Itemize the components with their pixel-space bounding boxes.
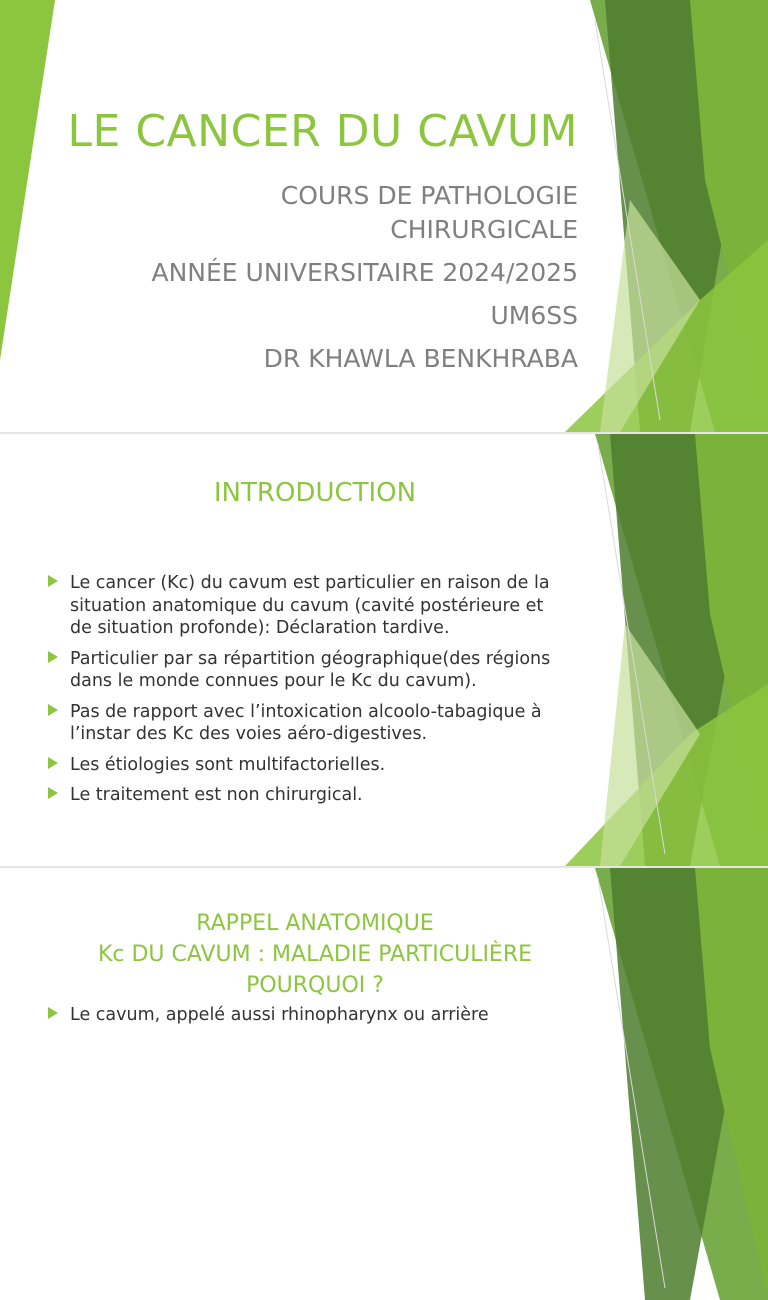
slide-heading: INTRODUCTION [213, 478, 417, 508]
bullet-list [48, 572, 568, 815]
list-item [48, 701, 568, 746]
bullet-arrow-icon [48, 787, 58, 799]
subtitle-line: DR KHAWLA BENKHRABA [263, 344, 578, 373]
subtitle-line: UM6SS [490, 301, 578, 330]
subtitle-line: ANNÉE UNIVERSITAIRE 2024/2025 [151, 258, 578, 287]
bullet-arrow-icon [48, 575, 58, 587]
bullet-arrow-icon [48, 651, 58, 663]
bullet-arrow-icon [48, 1007, 58, 1019]
bullet-text: Le cavum, appelé aussi rhinopharynx ou arrière [70, 1005, 489, 1025]
list-item [48, 754, 568, 777]
bullet-text: Le cancer (Kc) du cavum est particulier en raison de la situation anatomique du cavum (cavité postérieure et de situation profonde): Déclaration tardive. [70, 573, 550, 638]
subtitle-line: COURS DE PATHOLOGIE [280, 181, 578, 210]
bullet-text: Le traitement est non chirurgical. [70, 785, 363, 805]
presentation-title: LE CANCER DU CAVUM [67, 106, 578, 157]
bullet-arrow-icon [48, 704, 58, 716]
subtitle-line: CHIRURGICALE [390, 215, 578, 244]
heading-line: Kc DU CAVUM : MALADIE PARTICULIÈRE [97, 942, 533, 967]
list-item [48, 784, 568, 807]
bullet-arrow-icon [48, 757, 58, 769]
slide-introduction [0, 434, 768, 866]
list-item [48, 1004, 568, 1027]
slide-title [0, 0, 768, 432]
bullet-text: Pas de rapport avec l’intoxication alcoolo-tabagique à l’instar des Kc des voies aéro-digestives. [70, 701, 542, 744]
bullet-text: Les étiologies sont multifactorielles. [70, 754, 386, 775]
list-item [48, 648, 568, 693]
list-item [48, 572, 568, 640]
slide-heading [0, 908, 630, 1001]
heading-line: RAPPEL ANATOMIQUE [196, 911, 434, 936]
bullet-text: Particulier par sa répartition géographique(des régions dans le monde connues pour le Kc du cavum). [70, 648, 551, 691]
slide-rappel-anatomique [0, 868, 768, 1300]
heading-line: POURQUOI ? [246, 973, 384, 998]
bullet-list [48, 1004, 568, 1035]
